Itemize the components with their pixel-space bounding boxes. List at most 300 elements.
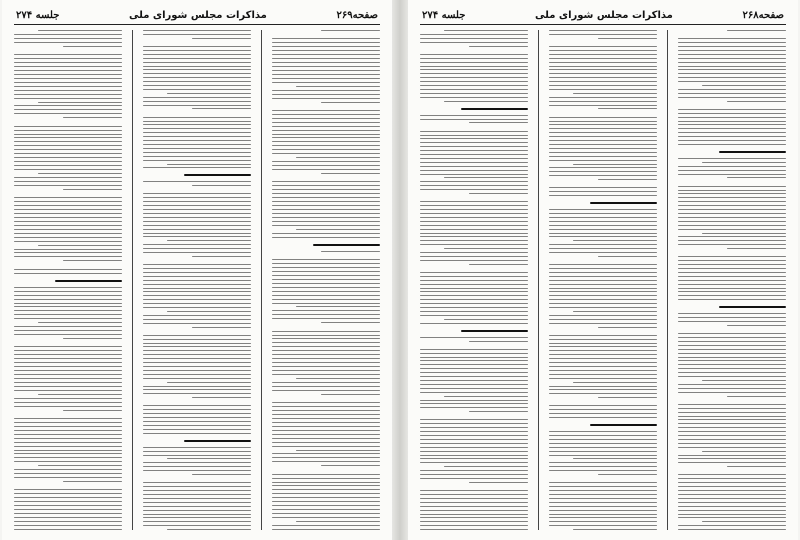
text-line	[272, 370, 380, 371]
text-line	[272, 189, 380, 190]
text-line	[143, 413, 251, 414]
text-line	[143, 346, 251, 347]
text-line	[272, 114, 380, 115]
text-line	[420, 431, 528, 432]
text-line	[678, 144, 786, 145]
text-line	[63, 410, 122, 411]
text-line	[272, 354, 380, 355]
text-line	[272, 82, 380, 83]
text-line	[14, 418, 122, 419]
text-line	[420, 506, 528, 507]
text-line	[14, 334, 122, 335]
paragraph-gap	[143, 260, 251, 261]
text-line	[420, 502, 528, 503]
text-line	[549, 175, 657, 176]
text-line	[702, 85, 786, 86]
text-line	[14, 209, 122, 210]
text-line	[702, 233, 786, 234]
text-line	[14, 406, 122, 407]
text-line	[549, 117, 657, 118]
text-line	[143, 244, 251, 245]
text-line	[678, 244, 786, 245]
text-line	[420, 525, 528, 526]
text-line	[420, 221, 528, 222]
text-line	[143, 378, 251, 379]
text-line	[727, 466, 786, 467]
text-line	[143, 393, 251, 394]
text-line	[272, 118, 380, 119]
text-line	[678, 295, 786, 296]
text-line	[272, 197, 380, 198]
text-line	[143, 221, 251, 222]
text-line	[14, 438, 122, 439]
text-line	[272, 430, 380, 431]
text-line	[192, 108, 251, 109]
text-line	[14, 434, 122, 435]
text-line	[143, 409, 251, 410]
text-line	[272, 38, 380, 39]
text-line	[143, 105, 251, 106]
text-line	[420, 295, 528, 296]
left-column-divider	[261, 30, 262, 530]
text-line	[143, 525, 251, 526]
text-line	[678, 201, 786, 202]
text-line	[272, 90, 380, 91]
text-line	[678, 333, 786, 334]
text-line	[143, 101, 251, 102]
text-line	[143, 358, 251, 359]
text-line	[14, 66, 122, 67]
text-line	[469, 341, 528, 342]
text-line	[549, 502, 657, 503]
text-line	[143, 350, 251, 351]
text-line	[678, 388, 786, 389]
paragraph-gap	[14, 342, 122, 343]
text-line	[14, 461, 122, 462]
text-line	[678, 62, 786, 63]
text-line	[420, 474, 528, 475]
text-line	[272, 402, 380, 403]
text-line	[678, 93, 786, 94]
right-columns	[420, 30, 786, 530]
text-line	[14, 241, 122, 242]
text-line	[420, 443, 528, 444]
section-heading-block	[590, 202, 657, 204]
text-line	[321, 30, 380, 31]
text-line	[549, 514, 657, 515]
section-heading-block	[719, 306, 786, 308]
text-line	[549, 466, 657, 467]
text-line	[14, 252, 122, 253]
text-line	[143, 466, 251, 467]
text-line	[14, 378, 122, 379]
text-line	[143, 517, 251, 518]
text-line	[14, 169, 122, 170]
text-line	[469, 122, 528, 123]
text-line	[678, 498, 786, 499]
text-line	[272, 342, 380, 343]
text-line	[549, 89, 657, 90]
text-line	[549, 160, 657, 161]
text-line	[678, 132, 786, 133]
text-line	[420, 323, 528, 324]
text-line	[14, 374, 122, 375]
text-line	[678, 170, 786, 171]
text-line	[573, 164, 657, 165]
text-line	[420, 34, 528, 35]
text-line	[272, 457, 380, 458]
text-line	[420, 150, 528, 151]
text-line	[272, 461, 380, 462]
right-column-divider	[538, 30, 539, 530]
text-line	[272, 122, 380, 123]
text-line	[549, 280, 657, 281]
text-line	[272, 165, 380, 166]
text-line	[549, 191, 657, 192]
text-line	[420, 66, 528, 67]
text-line	[678, 260, 786, 261]
text-line	[420, 514, 528, 515]
text-line	[14, 197, 122, 198]
text-line	[678, 217, 786, 218]
text-line	[678, 345, 786, 346]
text-line	[549, 470, 657, 471]
paragraph-gap	[420, 415, 528, 416]
paragraph-gap	[272, 255, 380, 256]
text-line	[14, 153, 122, 154]
paragraph-gap	[14, 485, 122, 486]
text-line	[296, 306, 380, 307]
text-line	[143, 77, 251, 78]
text-line	[321, 173, 380, 174]
text-line	[143, 366, 251, 367]
text-line	[272, 310, 380, 311]
text-line	[14, 513, 122, 514]
text-line	[167, 164, 251, 165]
text-line	[14, 473, 122, 474]
text-line	[272, 314, 380, 315]
text-line	[573, 311, 657, 312]
paragraph-gap	[272, 398, 380, 399]
text-line	[272, 485, 380, 486]
text-line	[420, 166, 528, 167]
text-line	[549, 362, 657, 363]
text-line	[420, 77, 528, 78]
text-line	[420, 337, 528, 338]
text-line	[678, 357, 786, 358]
text-line	[678, 89, 786, 90]
text-line	[678, 264, 786, 265]
text-line	[272, 335, 380, 336]
text-line	[420, 311, 528, 312]
text-line	[63, 260, 122, 261]
text-line	[14, 314, 122, 315]
text-line	[420, 205, 528, 206]
text-line	[272, 434, 380, 435]
text-line	[420, 252, 528, 253]
paragraph-gap	[14, 50, 122, 51]
text-line	[14, 366, 122, 367]
text-line	[14, 354, 122, 355]
text-line	[678, 66, 786, 67]
text-line	[420, 447, 528, 448]
text-line	[549, 350, 657, 351]
right-column-2	[549, 30, 657, 530]
right-column-3	[420, 30, 528, 530]
text-line	[420, 162, 528, 163]
text-line	[14, 205, 122, 206]
text-line	[420, 272, 528, 273]
text-line	[420, 170, 528, 171]
text-line	[14, 477, 122, 478]
text-line	[272, 110, 380, 111]
text-line	[678, 229, 786, 230]
text-line	[420, 189, 528, 190]
text-line	[678, 474, 786, 475]
text-line	[549, 128, 657, 129]
text-line	[272, 130, 380, 131]
paragraph-gap	[14, 264, 122, 265]
text-line	[143, 193, 251, 194]
text-line	[14, 457, 122, 458]
text-line	[14, 185, 122, 186]
text-line	[272, 303, 380, 304]
text-line	[143, 291, 251, 292]
text-line	[272, 205, 380, 206]
text-line	[143, 389, 251, 390]
text-line	[549, 447, 657, 448]
text-line	[549, 486, 657, 487]
text-line	[296, 450, 380, 451]
text-line	[143, 307, 251, 308]
text-line	[420, 154, 528, 155]
text-line	[14, 38, 122, 39]
text-line	[420, 244, 528, 245]
text-line	[549, 268, 657, 269]
text-line	[549, 319, 657, 320]
text-line	[573, 240, 657, 241]
paragraph-gap	[14, 193, 122, 194]
text-line	[420, 181, 528, 182]
text-line	[143, 295, 251, 296]
text-line	[444, 248, 528, 249]
text-line	[143, 124, 251, 125]
text-line	[143, 66, 251, 67]
text-line	[143, 386, 251, 387]
text-line	[143, 280, 251, 281]
text-line	[678, 128, 786, 129]
text-line	[143, 167, 251, 168]
text-line	[678, 166, 786, 167]
text-line	[549, 81, 657, 82]
text-line	[321, 102, 380, 103]
text-line	[272, 299, 380, 300]
text-line	[549, 299, 657, 300]
text-line	[143, 248, 251, 249]
text-line	[678, 529, 786, 530]
text-line	[272, 350, 380, 351]
text-line	[549, 451, 657, 452]
text-line	[38, 394, 122, 395]
text-line	[678, 280, 786, 281]
text-line	[678, 458, 786, 459]
text-line	[14, 62, 122, 63]
text-line	[321, 465, 380, 466]
text-line	[420, 201, 528, 202]
text-line	[549, 409, 657, 410]
text-line	[678, 317, 786, 318]
text-line	[549, 213, 657, 214]
text-line	[272, 362, 380, 363]
text-line	[14, 291, 122, 292]
text-line	[143, 288, 251, 289]
section-heading-block	[55, 280, 122, 282]
text-line	[143, 132, 251, 133]
text-line	[14, 217, 122, 218]
text-line	[420, 93, 528, 94]
text-line	[678, 494, 786, 495]
text-line	[14, 221, 122, 222]
text-line	[549, 405, 657, 406]
text-line	[727, 177, 786, 178]
text-line	[14, 109, 122, 110]
text-line	[420, 455, 528, 456]
text-line	[598, 179, 657, 180]
text-line	[14, 90, 122, 91]
text-line	[420, 119, 528, 120]
paragraph-gap	[678, 400, 786, 401]
text-line	[678, 46, 786, 47]
text-line	[143, 268, 251, 269]
text-line	[143, 97, 251, 98]
text-line	[420, 427, 528, 428]
text-line	[14, 295, 122, 296]
text-line	[420, 260, 528, 261]
text-line	[14, 201, 122, 202]
paragraph-gap	[272, 105, 380, 106]
text-line	[549, 417, 657, 418]
text-line	[143, 323, 251, 324]
text-line	[272, 217, 380, 218]
text-line	[678, 299, 786, 300]
text-line	[573, 529, 657, 530]
text-line	[469, 482, 528, 483]
text-line	[678, 69, 786, 70]
text-line	[143, 62, 251, 63]
text-line	[598, 397, 657, 398]
paragraph-gap	[678, 181, 786, 182]
text-line	[143, 335, 251, 336]
text-line	[14, 505, 122, 506]
text-line	[678, 205, 786, 206]
text-line	[272, 505, 380, 506]
text-line	[143, 156, 251, 157]
text-line	[598, 38, 657, 39]
text-line	[14, 497, 122, 498]
text-line	[14, 318, 122, 319]
text-line	[272, 94, 380, 95]
paragraph-gap	[549, 401, 657, 402]
text-line	[678, 81, 786, 82]
text-line	[678, 291, 786, 292]
text-line	[143, 85, 251, 86]
text-line	[549, 346, 657, 347]
text-line	[14, 386, 122, 387]
text-line	[420, 256, 528, 257]
text-line	[272, 137, 380, 138]
text-line	[549, 101, 657, 102]
text-line	[727, 396, 786, 397]
text-line	[420, 97, 528, 98]
text-line	[549, 54, 657, 55]
text-line	[14, 134, 122, 135]
text-line	[14, 42, 122, 43]
text-line	[272, 46, 380, 47]
right-journal-title: مذاکرات مجلس شورای ملی	[535, 9, 673, 21]
text-line	[272, 50, 380, 51]
text-line	[272, 501, 380, 502]
paragraph-gap	[678, 252, 786, 253]
text-line	[143, 213, 251, 214]
text-line	[420, 299, 528, 300]
text-line	[272, 426, 380, 427]
text-line	[678, 321, 786, 322]
text-line	[420, 439, 528, 440]
text-line	[678, 419, 786, 420]
text-line	[272, 331, 380, 332]
text-line	[272, 358, 380, 359]
text-line	[420, 58, 528, 59]
text-line	[678, 486, 786, 487]
text-line	[420, 142, 528, 143]
text-line	[143, 462, 251, 463]
text-line	[143, 299, 251, 300]
text-line	[549, 121, 657, 122]
text-line	[549, 132, 657, 133]
text-line	[549, 85, 657, 86]
text-line	[549, 393, 657, 394]
text-line	[678, 77, 786, 78]
text-line	[420, 357, 528, 358]
paragraph-gap	[272, 326, 380, 327]
text-line	[678, 124, 786, 125]
text-line	[143, 54, 251, 55]
text-line	[272, 478, 380, 479]
text-line	[420, 451, 528, 452]
text-line	[678, 158, 786, 159]
text-line	[549, 244, 657, 245]
text-line	[678, 193, 786, 194]
text-line	[678, 288, 786, 289]
text-line	[143, 201, 251, 202]
text-line	[192, 327, 251, 328]
text-line	[143, 374, 251, 375]
text-line	[272, 474, 380, 475]
text-line	[14, 402, 122, 403]
text-line	[143, 276, 251, 277]
paragraph-gap	[143, 112, 251, 113]
text-line	[272, 338, 380, 339]
text-line	[272, 497, 380, 498]
text-line	[38, 322, 122, 323]
text-line	[143, 421, 251, 422]
paragraph-gap	[678, 105, 786, 106]
left-column-divider	[132, 30, 133, 530]
text-line	[549, 307, 657, 308]
text-line	[420, 81, 528, 82]
section-heading-block	[313, 244, 380, 246]
text-line	[14, 493, 122, 494]
